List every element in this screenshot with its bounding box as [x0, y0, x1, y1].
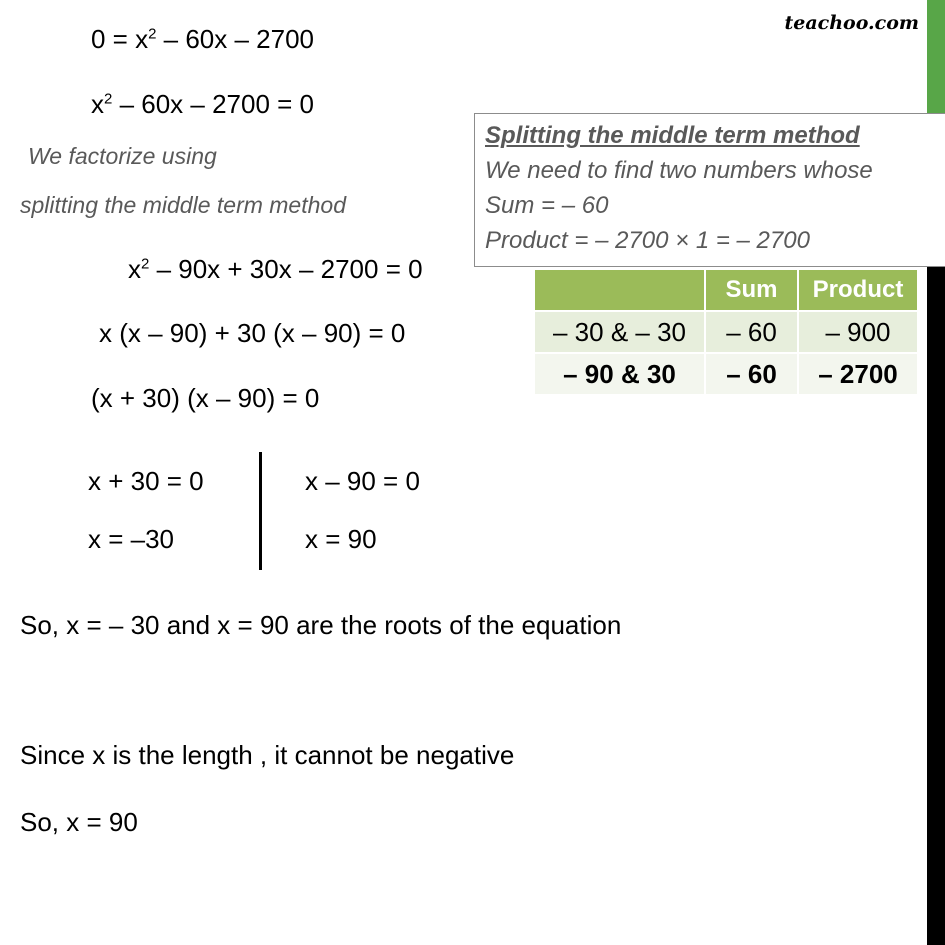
table-header-cell — [535, 270, 704, 310]
table-cell: – 30 & – 30 — [535, 312, 704, 352]
table-cell: – 2700 — [799, 354, 917, 394]
method-note-line: We need to find two numbers whose — [485, 157, 873, 184]
final-answer: So, x = 90 — [20, 807, 138, 837]
conclusion-roots: So, x = – 30 and x = 90 are the roots of the equation — [20, 610, 622, 640]
left-case-root: x = –30 — [88, 524, 175, 554]
table-header-row — [535, 270, 917, 310]
equation-3-part: – 90x + 30x – 2700 = 0 — [149, 254, 423, 284]
equation-1 — [91, 24, 314, 54]
table-cell: – 900 — [799, 312, 917, 352]
equation-1-part: 0 = x — [91, 24, 149, 54]
equation-1-part: – 60x – 2700 — [156, 24, 315, 54]
equation-5: (x + 30) (x – 90) = 0 — [91, 383, 320, 413]
exponent: 2 — [148, 25, 157, 43]
method-note-title: Splitting the middle term method — [485, 122, 860, 149]
table-header-cell: Product — [799, 270, 917, 310]
method-note-box — [474, 113, 945, 267]
equation-2 — [91, 89, 314, 119]
teachoo-logo: teachoo.com — [784, 12, 919, 34]
table-row — [535, 312, 917, 352]
right-case-root: x = 90 — [305, 524, 377, 554]
exponent: 2 — [141, 255, 150, 273]
table-cell: – 60 — [706, 354, 797, 394]
equation-2-part: x — [91, 89, 104, 119]
table-row — [535, 354, 917, 394]
equation-3-part: x — [128, 254, 141, 284]
split-table — [533, 268, 919, 396]
right-case-equation: x – 90 = 0 — [305, 466, 420, 496]
left-case-equation: x + 30 = 0 — [88, 466, 204, 496]
equation-2-part: – 60x – 2700 = 0 — [112, 89, 315, 119]
case-divider — [259, 452, 262, 570]
equation-4: x (x – 90) + 30 (x – 90) = 0 — [99, 318, 406, 348]
table-cell: – 90 & 30 — [535, 354, 704, 394]
table-header-cell: Sum — [706, 270, 797, 310]
exponent: 2 — [104, 90, 113, 108]
equation-3 — [128, 254, 423, 284]
method-note-text: splitting the middle term method — [20, 192, 346, 218]
factorize-note: We factorize using — [28, 143, 217, 169]
method-note-sum: Sum = – 60 — [485, 192, 609, 219]
method-note-product: Product = – 2700 × 1 = – 2700 — [485, 227, 810, 254]
table-cell: – 60 — [706, 312, 797, 352]
conclusion-length: Since x is the length , it cannot be negative — [20, 740, 515, 770]
